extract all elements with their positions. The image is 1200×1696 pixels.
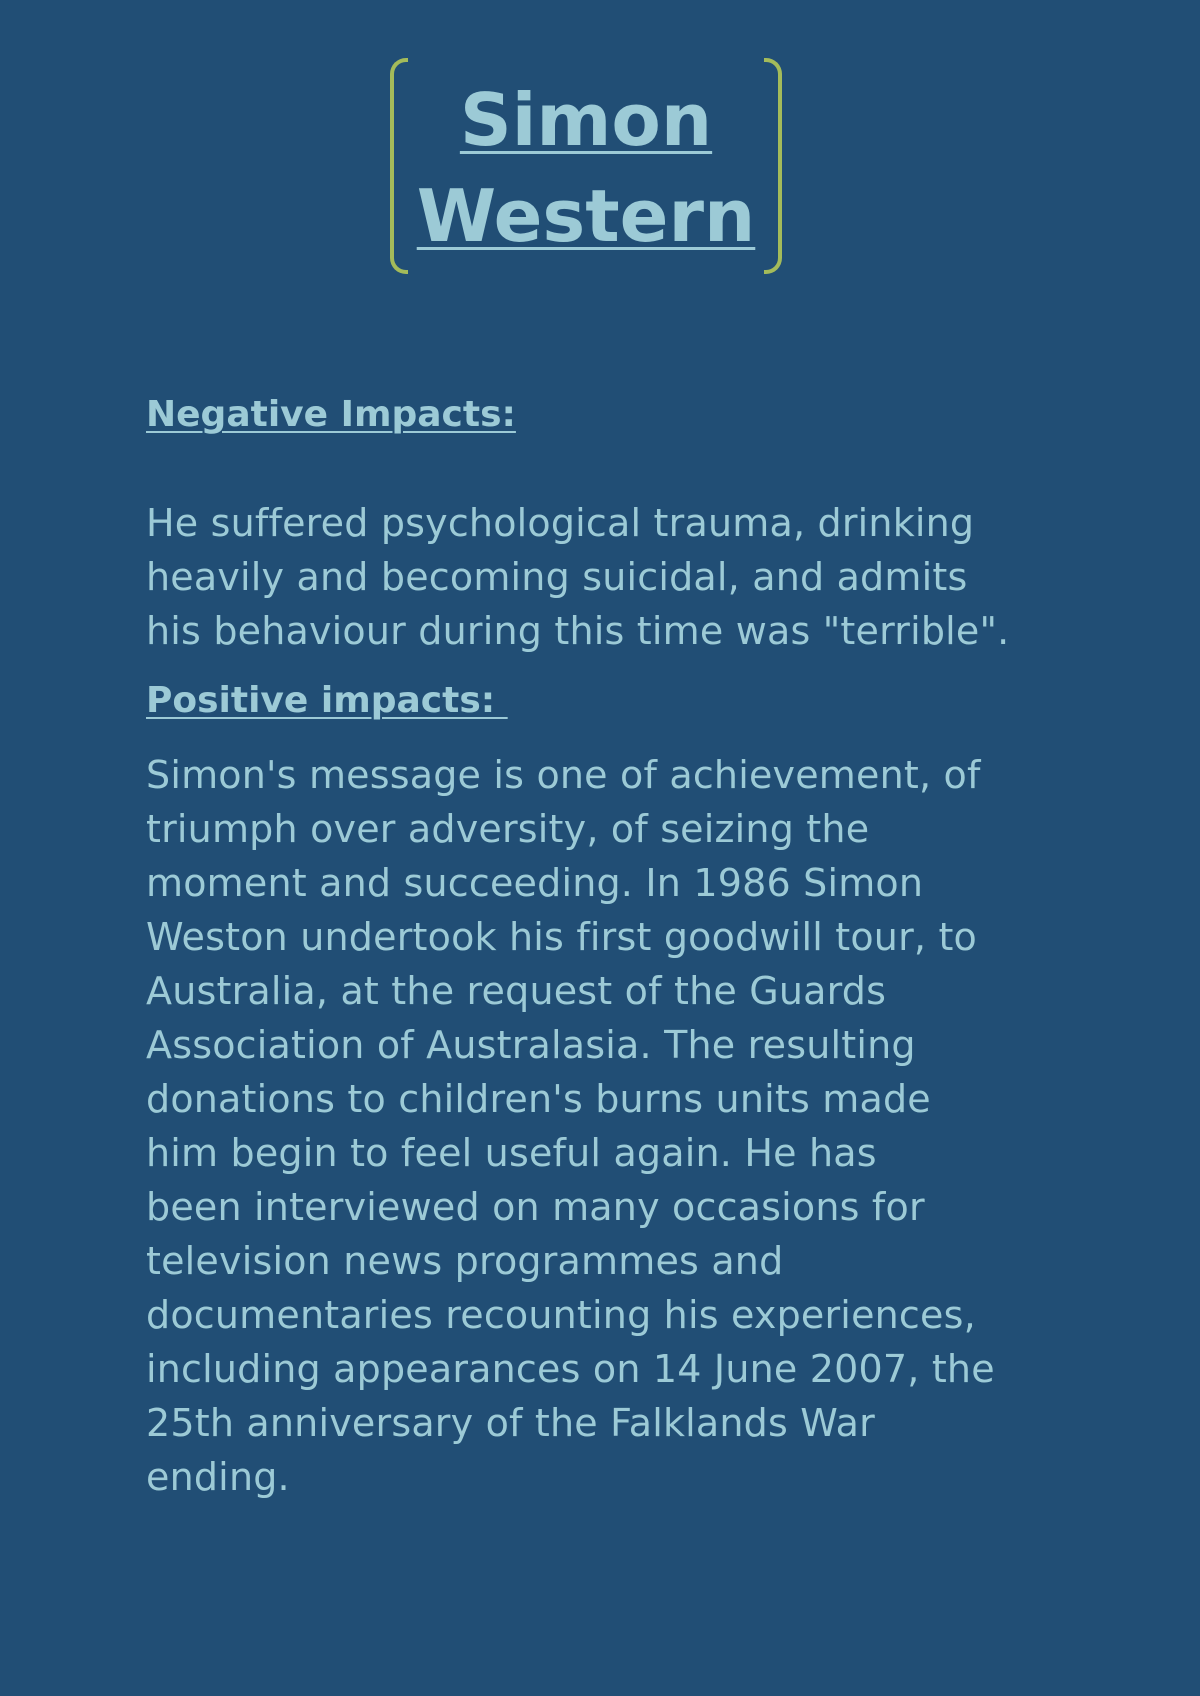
title-line-2: Western xyxy=(416,174,756,258)
title-block xyxy=(390,58,782,270)
negative-impacts-heading: Negative Impacts: xyxy=(146,394,516,435)
positive-impacts-heading: Positive impacts: xyxy=(146,680,508,721)
page-title xyxy=(408,72,764,264)
body-content xyxy=(146,388,1086,1504)
positive-impacts-text: Simon's message is one of achievement, of triumph over adversity, of seizing the moment and succeeding. In 1986 Simon Weston undertook his first goodwill tour, to Australia, at the request of the Guards Association of Australasia. The resulting donations to children's burns units made him begin to feel useful again. He has been interviewed on many occasions for television news programmes and documentaries recounting his experiences, including appearances on 14 June 2007, the 25th anniversary of the Falklands War ending. xyxy=(146,753,995,1499)
title-line-1: Simon xyxy=(459,78,713,162)
right-bracket-decoration xyxy=(764,58,782,274)
left-bracket-decoration xyxy=(390,58,408,274)
negative-impacts-text: He suffered psychological trauma, drinking heavily and becoming suicidal, and admits his behaviour during this time was "terrible". xyxy=(146,501,1010,653)
